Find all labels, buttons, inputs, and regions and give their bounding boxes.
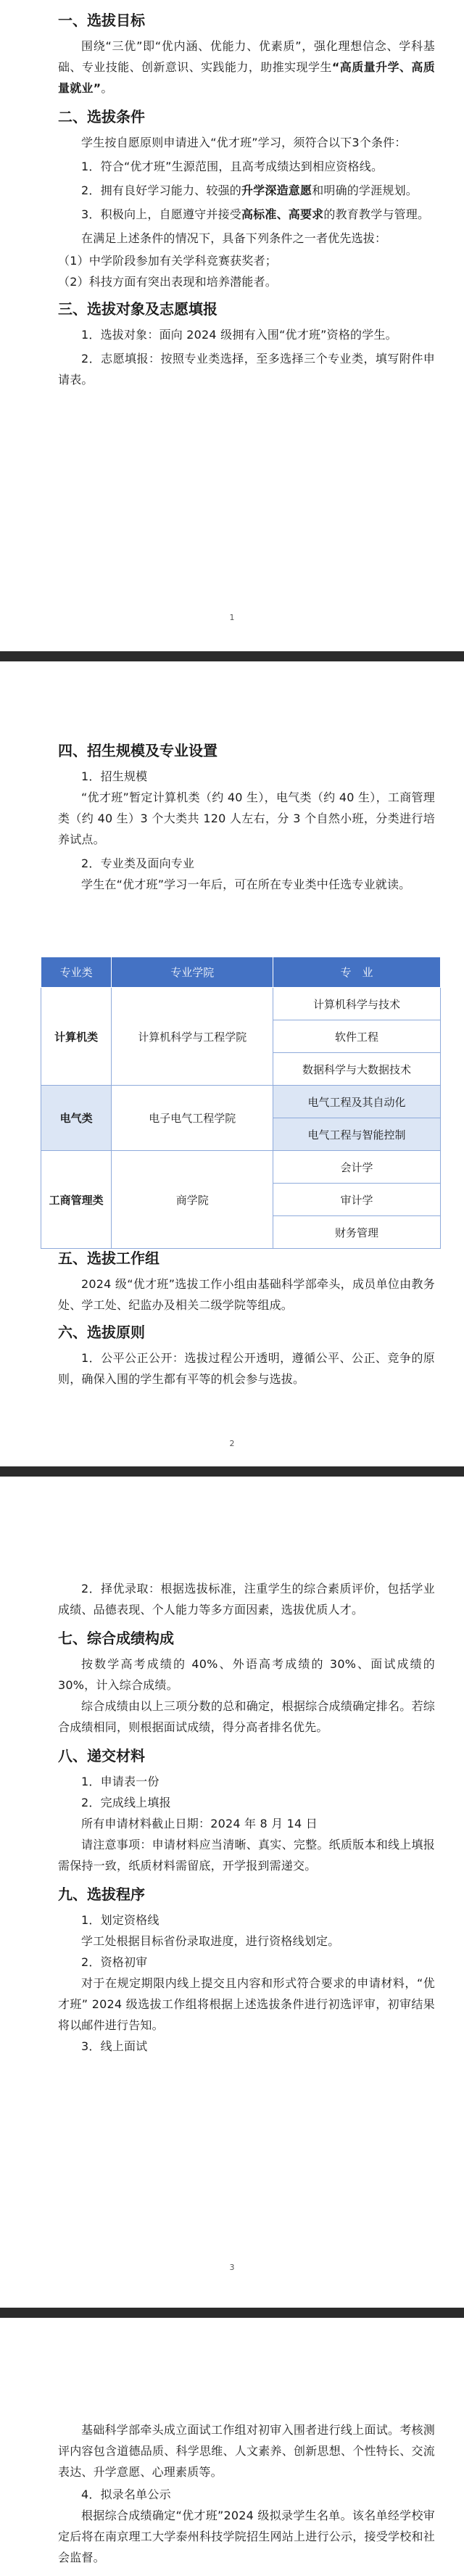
section-heading-conditions: 二、选拔条件: [58, 108, 145, 125]
material-2: 2．完成线上填报: [81, 1796, 171, 1809]
priority-1: （1）中学阶段参加有关学科竞赛获奖者；: [58, 254, 277, 268]
page-separator: [0, 651, 464, 661]
table-header: 专业学院: [112, 957, 273, 988]
major-cell: 审计学: [273, 1184, 441, 1216]
target-1: 1．选拔对象：面向 2024 级拥有入围“优才班”资格的学生。: [81, 328, 397, 342]
principle-1: 1．公平公正公开：选拔过程公开透明，遵循公平、公正、竞争的原则，确保入围的学生都有平等的机会参与选拔。: [58, 1351, 435, 1386]
scale-heading: 1．招生规模: [81, 769, 148, 783]
materials-deadline: 所有申请材料截止日期：2024 年 8 月 14 日: [81, 1817, 318, 1830]
page-1: [0, 0, 464, 651]
step-2-text: 对于在规定期限内线上提交且内容和形式符合要求的申请材料，“优才班” 2024 级选拔工作组将根据上述选拔条件进行初选评审，初审结果将以邮件进行告知。: [58, 1976, 435, 2032]
page-2: [0, 661, 464, 1466]
major-cell: 数据科学与大数据技术: [273, 1053, 441, 1086]
conditions-intro: 学生按自愿原则申请进入“优才班”学习，须符合以下3个条件：: [81, 136, 407, 149]
section-heading-score: 七、综合成绩构成: [58, 1630, 174, 1647]
college-cell: 电子电气工程学院: [112, 1086, 273, 1151]
majors-heading: 2．专业类及面向专业: [81, 856, 195, 870]
page-number: 1: [229, 613, 235, 622]
major-cell: 电气工程及其自动化: [273, 1086, 441, 1118]
section-heading-team: 五、选拔工作组: [58, 1250, 160, 1267]
page-3: [0, 1477, 464, 2308]
section-heading-goal: 一、选拔目标: [58, 12, 145, 29]
table-header: 专 业: [273, 957, 441, 988]
goal-paragraph: 围绕“三优”即“优内涵、优能力、优素质”，强化理想信念、学科基础、专业技能、创新意识、实践能力，助推实现学生“高质量升学、高质量就业”。: [58, 39, 435, 95]
section-heading-materials: 八、递交材料: [58, 1747, 145, 1764]
condition-2: 2．拥有良好学习能力、较强的升学深造意愿和明确的学涯规划。: [81, 183, 418, 197]
publication-paragraph: 根据综合成绩确定“优才班”2024 级拟录学生名单。该名单经学校审定后将在南京理工大学泰州科技学院招生网站上进行公示，接受学校和社会监督。: [58, 2509, 435, 2564]
college-cell: 商学院: [112, 1151, 273, 1249]
team-paragraph: 2024 级“优才班”选拔工作小组由基础科学部牵头，成员单位由教务处、学工处、纪监办及相关二级学院等组成。: [58, 1277, 435, 1312]
major-cell: 计算机科学与技术: [273, 988, 441, 1020]
condition-3: 3．积极向上，自愿遵守并接受高标准、高要求的教育教学与管理。: [81, 207, 430, 221]
score-paragraph-2: 综合成绩由以上三项分数的总和确定，根据综合成绩确定排名。若综合成绩相同，则根据面试成绩，得分高者排名优先。: [58, 1699, 435, 1734]
step-2: 2．资格初审: [81, 1955, 148, 1969]
condition-1: 1．符合“优才班”生源范围，且高考成绩达到相应资格线。: [81, 160, 384, 173]
category-cell: 计算机类: [41, 988, 112, 1086]
page-number: 3: [229, 2263, 235, 2272]
page-separator: [0, 2308, 464, 2318]
scale-paragraph: “优才班”暂定计算机类（约 40 生），电气类（约 40 生），工商管理类（约 40 生）3 个大类共 120 人左右，分 3 个自然小班，分类进行培养试点。: [58, 790, 435, 846]
interview-paragraph: 基础科学部牵头成立面试工作组对初审入围者进行线上面试。考核测评内容包含道德品质、科学思维、人文素养、创新思想、个性特长、交流表达、升学意愿、心理素质等。: [58, 2423, 435, 2479]
score-paragraph-1: 按数学高考成绩的 40%、外语高考成绩的 30%、面试成绩的 30%，计入综合成绩。: [58, 1657, 435, 1692]
category-cell: 工商管理类: [41, 1151, 112, 1249]
table-header: 专业类: [41, 957, 112, 988]
majors-paragraph: 学生在“优才班”学习一年后，可在所在专业类中任选专业就读。: [81, 878, 411, 891]
page-4: [0, 2318, 464, 2576]
section-heading-targets: 三、选拔对象及志愿填报: [58, 300, 218, 318]
section-heading-enrollment: 四、招生规模及专业设置: [58, 742, 218, 759]
major-cell: 电气工程与智能控制: [273, 1118, 441, 1151]
materials-note: 请注意事项：申请材料应当清晰、真实、完整。纸质版本和线上填报需保持一致，纸质材料需留底，开学报到需递交。: [58, 1838, 435, 1873]
major-cell: 软件工程: [273, 1020, 441, 1053]
major-cell: 财务管理: [273, 1216, 441, 1249]
section-heading-procedure: 九、选拔程序: [58, 1886, 145, 1903]
principle-2: 2．择优录取：根据选拔标准，注重学生的综合素质评价，包括学业成绩、品德表现、个人能力等多方面因素，选拔优质人才。: [58, 1582, 435, 1617]
target-2: 2．志愿填报：按照专业类选择，至多选择三个专业类，填写附件申请表。: [58, 352, 435, 387]
page-separator: [0, 1466, 464, 1477]
material-1: 1．申请表一份: [81, 1775, 160, 1788]
step-1: 1．划定资格线: [81, 1913, 160, 1927]
majors-table: [41, 957, 441, 1249]
section-heading-principles: 六、选拔原则: [58, 1324, 145, 1341]
priority-2: （2）科技方面有突出表现和培养潜能者。: [58, 275, 277, 289]
page-number: 2: [229, 1439, 235, 1448]
table-header-row: [41, 957, 441, 988]
priority-intro: 在满足上述条件的情况下，具备下列条件之一者优先选拔：: [81, 231, 387, 245]
step-1-text: 学工处根据目标省份录取进度，进行资格线划定。: [81, 1934, 340, 1948]
step-4: 4．拟录名单公示: [81, 2488, 171, 2501]
table-row: [41, 988, 441, 1020]
step-3: 3．线上面试: [81, 2039, 148, 2053]
college-cell: 计算机科学与工程学院: [112, 988, 273, 1086]
category-cell: 电气类: [41, 1086, 112, 1151]
major-cell: 会计学: [273, 1151, 441, 1184]
table-row: [41, 1086, 441, 1118]
table-row: [41, 1151, 441, 1184]
